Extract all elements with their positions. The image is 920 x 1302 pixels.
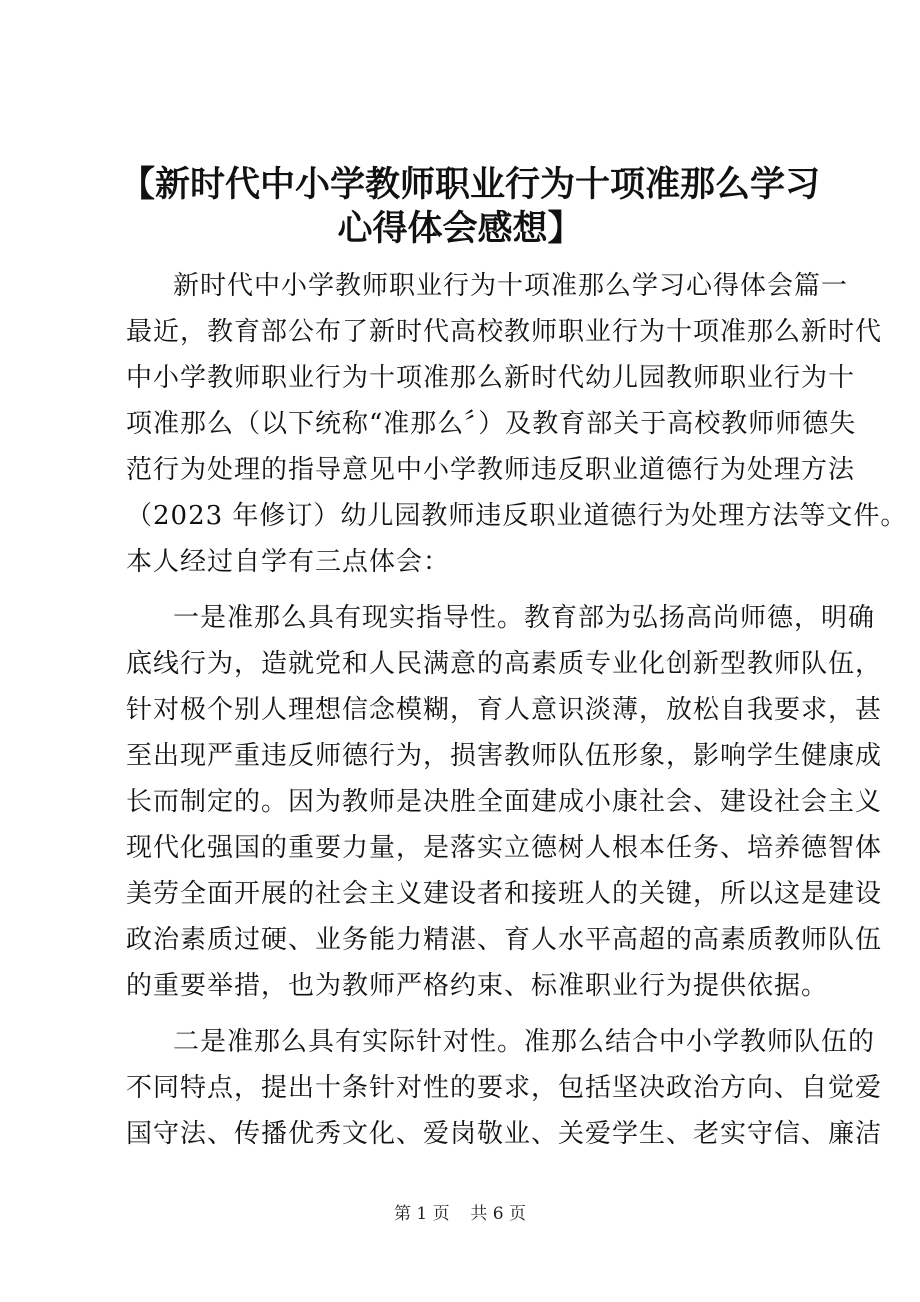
text-line: 至出现严重违反师德行为，损害教师队伍形象，影响学生健康成 [126, 741, 883, 771]
text-line: 一是准那么具有现实指导性。教育部为弘扬高尚师德，明确 [173, 603, 876, 633]
text-line: 新时代中小学教师职业行为十项准那么学习心得体会篇一 [173, 271, 849, 301]
title-line: 心得体会感想】 [337, 208, 583, 249]
text-line: 长而制定的。因为教师是决胜全面建成小康社会、建设社会主义 [126, 787, 883, 817]
page-footer [0, 1203, 920, 1225]
page-total: 共 6 页 [470, 1204, 527, 1224]
text-line: 最近，教育部公布了新时代高校教师职业行为十项准那么新时代 [126, 317, 883, 347]
text-line: （2023 年修订）幼儿园教师违反职业道德行为处理方法等文件。 [126, 501, 908, 531]
text-line: 范行为处理的指导意见中小学教师违反职业道德行为处理方法 [126, 455, 856, 485]
text-line: 针对极个别人理想信念模糊，育人意识淡薄，放松自我要求，甚 [126, 695, 883, 725]
title-line: 【新时代中小学教师职业行为十项准那么学习 [120, 164, 821, 205]
text-line: 美劳全面开展的社会主义建设者和接班人的关键，所以这是建设 [126, 879, 883, 909]
text-line: 的重要举措，也为教师严格约束、标准职业行为提供依据。 [126, 971, 829, 1001]
text-line: 项准那么（以下统称“准那么〞）及教育部关于高校教师师德失 [126, 409, 857, 439]
text-line: 现代化强国的重要力量，是落实立德树人根本任务、培养德智体 [126, 833, 883, 863]
text-line: 底线行为，造就党和人民满意的高素质专业化创新型教师队伍， [126, 649, 883, 679]
page-number: 第 1 页 [393, 1204, 450, 1224]
text-line: 二是准那么具有实际针对性。准那么结合中小学教师队伍的 [173, 1027, 876, 1057]
text-line: 国守法、传播优秀文化、爱岗敬业、关爱学生、老实守信、廉洁 [126, 1119, 883, 1149]
paragraph [126, 595, 883, 1009]
paragraph [126, 1019, 883, 1157]
paragraph [126, 263, 908, 585]
text-line: 不同特点，提出十条针对性的要求，包括坚决政治方向、自觉爱 [126, 1073, 883, 1103]
text-line: 本人经过自学有三点体会： [126, 547, 451, 577]
document-title [120, 163, 821, 251]
text-line: 政治素质过硬、业务能力精湛、育人水平高超的高素质教师队伍 [126, 925, 883, 955]
document-body [126, 263, 908, 1157]
text-line: 中小学教师职业行为十项准那么新时代幼儿园教师职业行为十 [126, 363, 856, 393]
